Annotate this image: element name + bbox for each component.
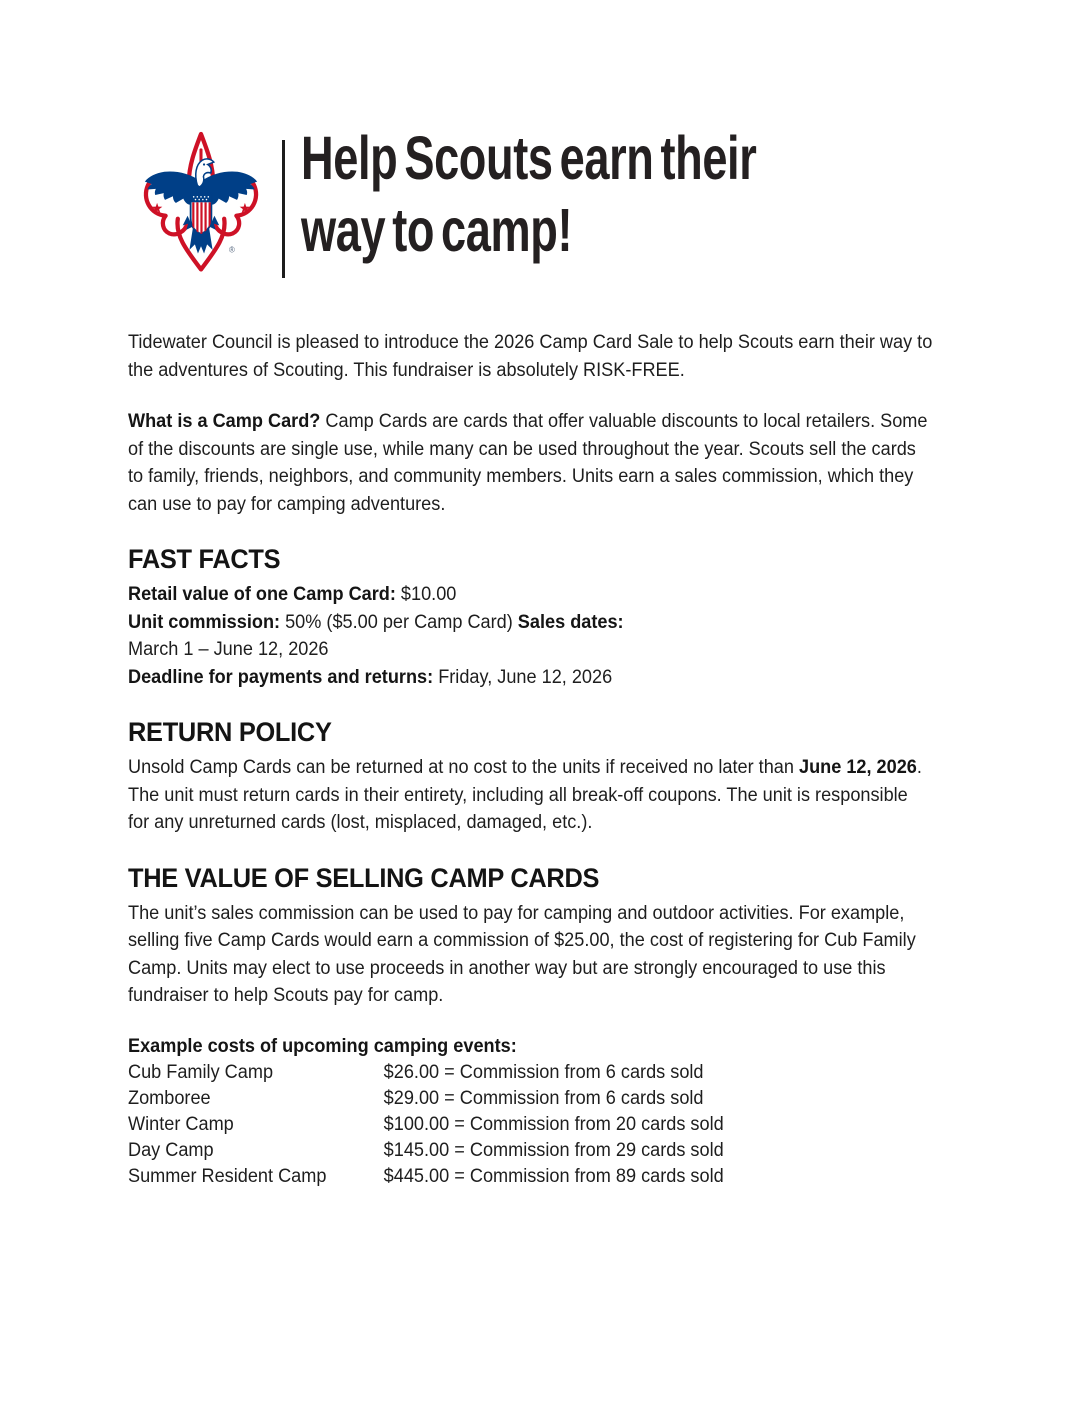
- fast-fact-retail: [128, 581, 933, 609]
- fast-facts-heading: FAST FACTS: [128, 544, 281, 574]
- shield-icon: [191, 194, 212, 236]
- intro-paragraph: Tidewater Council is pleased to introduce the 2026 Camp Card Sale to help Scouts earn their way to the adventures of Scouting. This fundraiser is absolutely RISK-FREE.: [128, 332, 933, 381]
- return-policy-text-before: Unsold Camp Cards can be returned at no cost to the units if received no later than: [128, 757, 799, 778]
- fast-fact-commission: [128, 609, 933, 637]
- retail-value-label: Retail value of one Camp Card:: [128, 584, 396, 605]
- event-name: Day Camp: [128, 1139, 214, 1161]
- table-row: [128, 1060, 933, 1086]
- flyer-body: [128, 329, 933, 1190]
- value-of-selling-heading: THE VALUE OF SELLING CAMP CARDS: [128, 862, 600, 893]
- event-cost: $100.00 = Commission from 20 cards sold: [383, 1113, 724, 1135]
- what-is-camp-card-paragraph: [128, 408, 933, 518]
- fast-fact-deadline: [128, 664, 933, 692]
- return-policy-heading: RETURN POLICY: [128, 717, 332, 747]
- page-title: [301, 122, 756, 266]
- registered-mark: ®: [229, 245, 235, 255]
- bsa-logo: [140, 127, 262, 277]
- table-row: [128, 1086, 933, 1112]
- what-is-camp-card-text: Camp Cards are cards that offer valuable discounts to local retailers. Some of the discounts are single use, while many can be used throughout the year. Scouts sell the cards to family, friends, neighbors, and community members. Units earn a sales commission, which they can use to pay for camping adventures.: [128, 411, 928, 515]
- event-name: Cub Family Camp: [128, 1061, 274, 1083]
- what-is-camp-card-label: What is a Camp Card?: [128, 411, 321, 432]
- retail-value: $10.00: [395, 584, 457, 605]
- event-cost: $445.00 = Commission from 89 cards sold: [383, 1165, 724, 1187]
- deadline-value: Friday, June 12, 2026: [433, 666, 613, 688]
- bsa-logo-icon: [140, 127, 262, 277]
- event-cost: $29.00 = Commission from 6 cards sold: [383, 1087, 704, 1109]
- page-title-line1: Help Scouts earn their: [301, 124, 757, 192]
- event-cost: $26.00 = Commission from 6 cards sold: [383, 1061, 704, 1083]
- sales-dates-label: Sales dates:: [517, 611, 624, 633]
- table-row: [128, 1112, 933, 1138]
- table-row: [128, 1138, 933, 1164]
- page-title-line2: way to camp!: [301, 196, 573, 264]
- camping-events-heading: Example costs of upcoming camping events:: [128, 1035, 517, 1057]
- return-policy-date: June 12, 2026: [798, 757, 917, 778]
- unit-commission-label: Unit commission:: [128, 611, 281, 633]
- value-of-selling-paragraph: The unit’s sales commission can be used to pay for camping and outdoor activities. For example, selling five Camp Cards would earn a commission of $25.00, the cost of registering for Cub Family Camp. Units may elect to use proceeds in another way but are strongly encouraged to use this fundraiser to help Scouts pay for camp.: [128, 902, 916, 1006]
- return-policy-text-after: . The unit must return cards in their entirety, including all break-off coupons. The unit is responsible for any unreturned cards (lost, misplaced, damaged, etc.).: [128, 757, 922, 833]
- fast-fact-sales-dates: March 1 – June 12, 2026: [128, 639, 329, 660]
- return-policy-paragraph: [128, 754, 933, 837]
- deadline-label: Deadline for payments and returns:: [128, 666, 434, 688]
- event-name: Summer Resident Camp: [128, 1165, 327, 1187]
- event-cost: $145.00 = Commission from 29 cards sold: [383, 1139, 724, 1161]
- camping-events-table: [128, 1060, 933, 1190]
- header-divider: [282, 140, 285, 278]
- table-row: [128, 1164, 933, 1190]
- unit-commission-value: 50% ($5.00 per Camp Card): [280, 611, 518, 633]
- event-name: Winter Camp: [128, 1113, 234, 1135]
- event-name: Zomboree: [128, 1087, 211, 1109]
